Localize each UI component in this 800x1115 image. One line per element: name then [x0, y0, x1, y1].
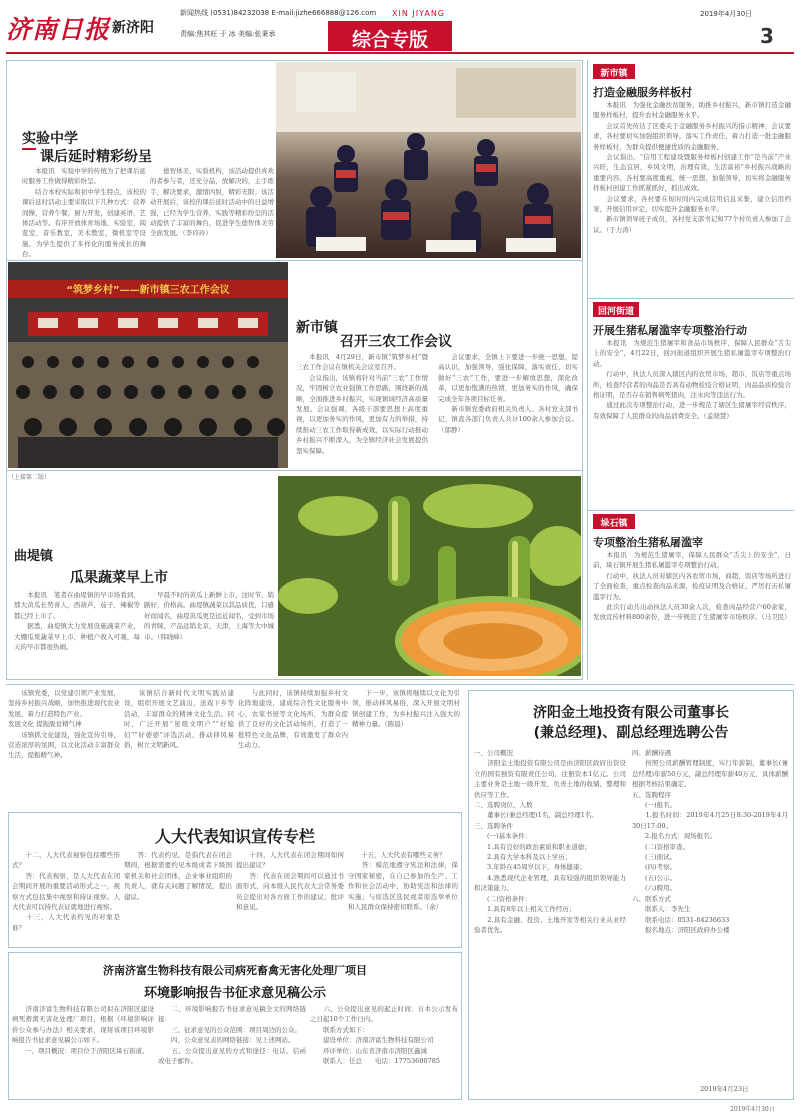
s7-body-col1: 一、公司概况 济阳金土地投资有限公司是由济阳区政府出资设立的国有独资有限责任公司，注册资本1亿元。公司主要业务是土地一级开发，负责土地的收储、整理和供应等工作。 二、选聘岗位、人数 董事长(兼总经理)1名，副总经理1名。 三、选聘条件 (一)基本条件： 1.具有良好的政治素质和职业道德； 2.具有大学本科及以上学历； 3.年龄在45周岁以下，身体健康； 4.熟悉现代企业管理，具有较强的组织领导能力和决策能力。 (二)资格条件： 1.具有8年以上相关工作经历； 2.具有金融、投资、土地开发等相关行业从业经验者优先。	[474, 749, 626, 934]
s4-body-col1: 该镇党委，以党建引领产业发展，坚持乡村振兴战略，加快推进现代农业发展，着力打造特色产业。 发展文化 提振脱贫精气神 该镇抓文化建设，强化宣传引导，营造浓厚的氛围，以文化活动丰富群众生活，提振精气神。	[8, 689, 120, 760]
r3-title: 专项整治生猪私屠滥宰	[593, 536, 703, 549]
s1-body-col1: 本报讯 实验中学的传统为了把课后延时服务工作做得精彩纷呈。 结合本校实际和初中学生特点，该校的课后延时活动主要采取以下几种方式：营养间操，营养午餐，厨力开发，创建英语，艺体活动等。有序开放体育场地，实验室，阅览室，音乐教室，美术教室，微机室等设施。为学生提供了多样化的服务成长的舞台。	[22, 167, 146, 258]
r3-body: 本报讯 为规范生猪屠宰，保障人民群众“舌尖上的安全”，日前，垛石镇开展生猪私屠滥宰专项整治行动。 行动中，执法人员对辖区内各农贸市场，商超，饭店等场所进行了全面检查，重点检查肉品来源，检疫证明及合格证，严厉打击私屠滥宰行为。 此次行动共出动执法人员30余人次，检查肉品经营户60余家，发放宣传材料800余份，进一步规范了生猪屠宰市场秩序。（马卫民）	[593, 551, 791, 622]
s6-body-col2: 二、环境影响报告书征求意见稿全文的网络链接： 三、征求意见的公众范围：项目周边的公众。 四、公众意见表的网络链接：见上述网站。 五、公众提出意见的方式和途径：电话、信函或电子邮件。	[158, 1005, 306, 1066]
s2-body-col2: 会议要求，全镇上下要进一步统一思想，提高认识，加强领导，强化保障，落实责任，切实做好“三农”工作，要进一步解放思想，深化改革，以更加饱满的热情，更加务实的作风，确保完成全年各项目标任务。 新市镇党委政府相关负责人、各村党支部书记、镇直各部门负责人共计100余人参加会议。（郁静）	[438, 353, 578, 434]
s5-body-col4: 十五，人大代表有哪些义务？ 答：模范地遵守宪法和法律，保守国家秘密，在自己参加的生产、工作和社会活动中，协助宪法和法律的实施；与原选区选民或者原选举单位和人民群众保持密切联系。（余）	[348, 851, 458, 912]
s6-subtitle: 环境影响报告书征求意见稿公示	[143, 986, 326, 1001]
r1-tag: 新市镇	[600, 69, 628, 79]
s6-body-col1: 济南济富生物科技有限公司拟在济阳区建设病死畜禽无害化处理厂项目，根据《环境影响评价公众参与办法》相关要求，现将该项目环境影响报告书征求意见稿公示如下。 一、项目概况：项目位于济阳区垛石街道。	[12, 1005, 154, 1055]
s1-title: 实验中学	[22, 131, 78, 147]
s4-body-col2: 该镇结合新时代文明实践站建设，组织开展文艺演出，送戏下乡等活动，丰富群众的精神文化生活。同时，广泛开展“星级文明户”“好媳妇”“好婆婆”评选活动，推动移风易俗，树立文明新风。	[124, 689, 234, 750]
s7-date: 2019年4月23日	[700, 1085, 749, 1093]
s6-title: 济南济富生物科技有限公司病死畜禽无害化处理厂项目	[103, 964, 367, 977]
classroom-photo	[276, 62, 581, 258]
s2-title: 新市镇	[296, 320, 338, 336]
section-title: 综合专版	[351, 29, 428, 51]
r3-tag: 垛石镇	[600, 519, 628, 529]
right-column-rule	[587, 60, 588, 680]
newspaper-logo: 济南日报	[6, 15, 111, 44]
editors-text: 责编:焦其旺 于 冰 美编:张秉承	[180, 30, 276, 38]
footer-date: 2019年4月30日	[730, 1106, 775, 1113]
s7-body-col2: 四、薪酬待遇 按照公司薪酬管理制度，实行年薪制，董事长(兼总经理)年薪50万元，副总经理年薪40万元，具体薪酬根据考核结果确定。 五、选聘程序 (一)报名。 1.报名时间：2019年4月25日8:30-2019年4月30日17:00。 2.报名方式：现场报名。 (二)资格审查。 (三)面试。 (四)考察。 (五)公示。 (六)聘用。 六、联系方式 联系人：李先生 联系电话：0531-84236633 报名地点：济阳区政府办公楼	[632, 749, 788, 934]
hotline-text: 新闻热线 (0531)84232038 E-mail:jizhe666888@126.com	[180, 9, 377, 17]
r2-title: 开展生猪私屠滥宰专项整治行动	[593, 324, 747, 337]
s4-body-col3: 与此同时，该镇持续加强乡村文化阵地建设，建成综合性文化服务中心，农家书屋等文化场所，为群众提供了良好的文化活动场所，打造了一批特色文化品牌，有效激发了群众内生动力。	[238, 689, 348, 750]
r1-title: 打造金融服务样板村	[593, 86, 692, 99]
pinyin-text: XIN JIYANG	[392, 9, 446, 18]
masthead-rule	[6, 52, 794, 54]
r2-tag: 回河街道	[597, 307, 634, 317]
r2-body: 本报讯 为规范生猪屠宰和食品市场秩序，保障人民群众“舌尖上的安全”，4月22日，回河街道组织开展生猪私屠滥宰专项整治行动。 行动中，执法人员深入辖区内的农贸市场，超市，饭店等重点场所，检查经营者的肉品是否具有动物检疫合格证明，肉品品质检验合格证明，是否存在销售病死猪肉，注水肉等违法行为。 通过此次专项整治行动，进一步规范了辖区生猪屠宰经营秩序，有效保障了人民群众的肉品消费安全。（孟晓慧）	[593, 339, 791, 420]
classroom-illustration	[276, 62, 581, 258]
s1-rule	[22, 148, 36, 150]
meeting-banner-text: “筑梦乡村”——新市镇三农工作会议	[66, 285, 230, 296]
s3-subtitle: 瓜果蔬菜早上市	[70, 570, 168, 586]
s1-subtitle: 课后延时精彩纷呈	[40, 149, 152, 165]
s6-body-col3: 六、公众提出意见的起止时间：自本公示发布之日起10个工作日内。 联系方式如下： 建设单位：济南济富生物科技有限公司 环评单位：山东省济南市济阳区鑫诚 联系人：任总 电话：17753600785	[310, 1005, 458, 1066]
s4-body-col4: 下一步，该镇将继续以文化为引领，推动移风易俗，深入开展文明村镇创建工作，为乡村振兴注入强大的精神力量。（陈晨）	[352, 689, 460, 729]
page-number: 3	[760, 24, 774, 48]
s5-title: 人大代表知识宣传专栏	[154, 827, 315, 846]
s7-title-line1: 济阳金土地投资有限公司董事长	[533, 705, 729, 721]
s2-body-col1: 本报讯 4月29日，新市镇“筑梦乡村”暨三农工作会议在镇机关会议室召开。 会议指出，该镇将针对当前“三农”工作情况，牢固树立农业强镇工作思路，围绕新的战略，全面推进乡村振兴，实现镇域经济高质量发展。会议强调，各级干部要思想上高度重视，以更加务实的作风，更加有力的举措，持续推动三农工作取得新成效，以实际行动推动乡村振兴不断深入，为全镇经济社会发展提供坚实保障。	[296, 353, 428, 455]
left-divider-2	[6, 470, 583, 471]
s5-body-col1: 十二，人大代表视察包括哪些形式？ 答：代表视察，是人大代表在闭会期间开展的重要活动形式之一，视察方式包括集中视察和持证视察。人大代表可以持代表证就地进行视察。 十三，人大代表约见的对象是谁？	[12, 851, 120, 932]
date-text: 2019年4月30日	[700, 10, 753, 18]
melon-illustration	[278, 476, 581, 676]
s3-caption: （上接第二版）	[8, 474, 51, 481]
left-divider-1	[6, 260, 583, 261]
s3-body-col1: 本报讯 笔者在曲堤镇的早市场看到，那大黄瓜长势喜人，西葫芦，茄子，辣椒等都已经上市了。 据悉，曲堤镇大力发展设施蔬菜产业，大棚瓜果蔬菜早上市，种植户收入可观，每天的早市都很热闹。	[14, 591, 140, 652]
s2-subtitle: 召开三农工作会议	[340, 334, 452, 350]
region-name: 新济阳	[112, 20, 154, 36]
mid-rule	[6, 684, 794, 685]
s5-body-col2: 答：代表约见，是指代表在闭会期间，根据需要约见本级或者下级国家机关和社会团体，企业事业组织的负责人，就有关问题了解情况，提出建议。	[124, 851, 232, 901]
r3-rule	[588, 510, 794, 511]
melon-photo	[278, 476, 581, 676]
s3-body-col2: 早晨不时的黄瓜上新鲜上市，这时节，销路好，价格高。曲堤镇蔬菜以其品质优，口感好而闻名，曲堤黄瓜更是远近闻名，受到市场的青睐，产品远销北京，天津，上海等大中城市。（韩晓峰）	[144, 591, 274, 641]
s7-title-line2: (兼总经理)、副总经理选聘公告	[533, 725, 729, 741]
meeting-photo	[8, 262, 288, 468]
meeting-illustration	[8, 262, 288, 468]
s1-body-col2: 德智体美，实验机构，该活动提供喜欢的者参与者，还充分品，放解决的，主手练手，解决要求，激情四射，精彩无限；该活动开展后，该校的课后延时活动中的日益增强，已经为学生营养，实践等精彩纷呈的活动提供了丰富的舞台，促进学生德智体美劳全面发展。（李玲玲）	[150, 167, 274, 238]
s3-title: 曲堤镇	[14, 549, 54, 564]
s5-body-col3: 十四，人大代表在闭会期间如何提出建议？ 答：代表在闭会期间可以通过书面形式，向本级人民代表大会常务委员会提出对各方面工作的建议、批评和意见。	[236, 851, 344, 912]
r1-body: 本报讯 为强化金融扶贫服务，助推乡村振兴，新市镇打造金融服务样板村，提升农村金融服务水平。 会议首先传达了区委关于金融服务乡村振兴的指示精神，会议要求，各村要切实加强组织领导，落实工作责任，着力打造一批金融服务样板村，为群众提供便捷优质的金融服务。 会议指出，“信用工程建设暨服务样板村创建工作”是当前“产业兴旺，生态宜居，乡风文明，治理有效，生活富裕”乡村振兴战略的重要内容。各村要高度重视，统一思想，加强领导，切实将金融服务样板村创建工作抓紧抓好，抓出成效。 会议要求，各村要在短时间内完成信用信息采集，建立信用档案，开展信用评定，切实提升金融服务水平。 新市镇领导班子成员，各村党支部书记和77个村负责人参加了会议。（于力涛）	[593, 101, 791, 234]
r2-rule	[588, 298, 794, 299]
masthead	[0, 0, 800, 58]
